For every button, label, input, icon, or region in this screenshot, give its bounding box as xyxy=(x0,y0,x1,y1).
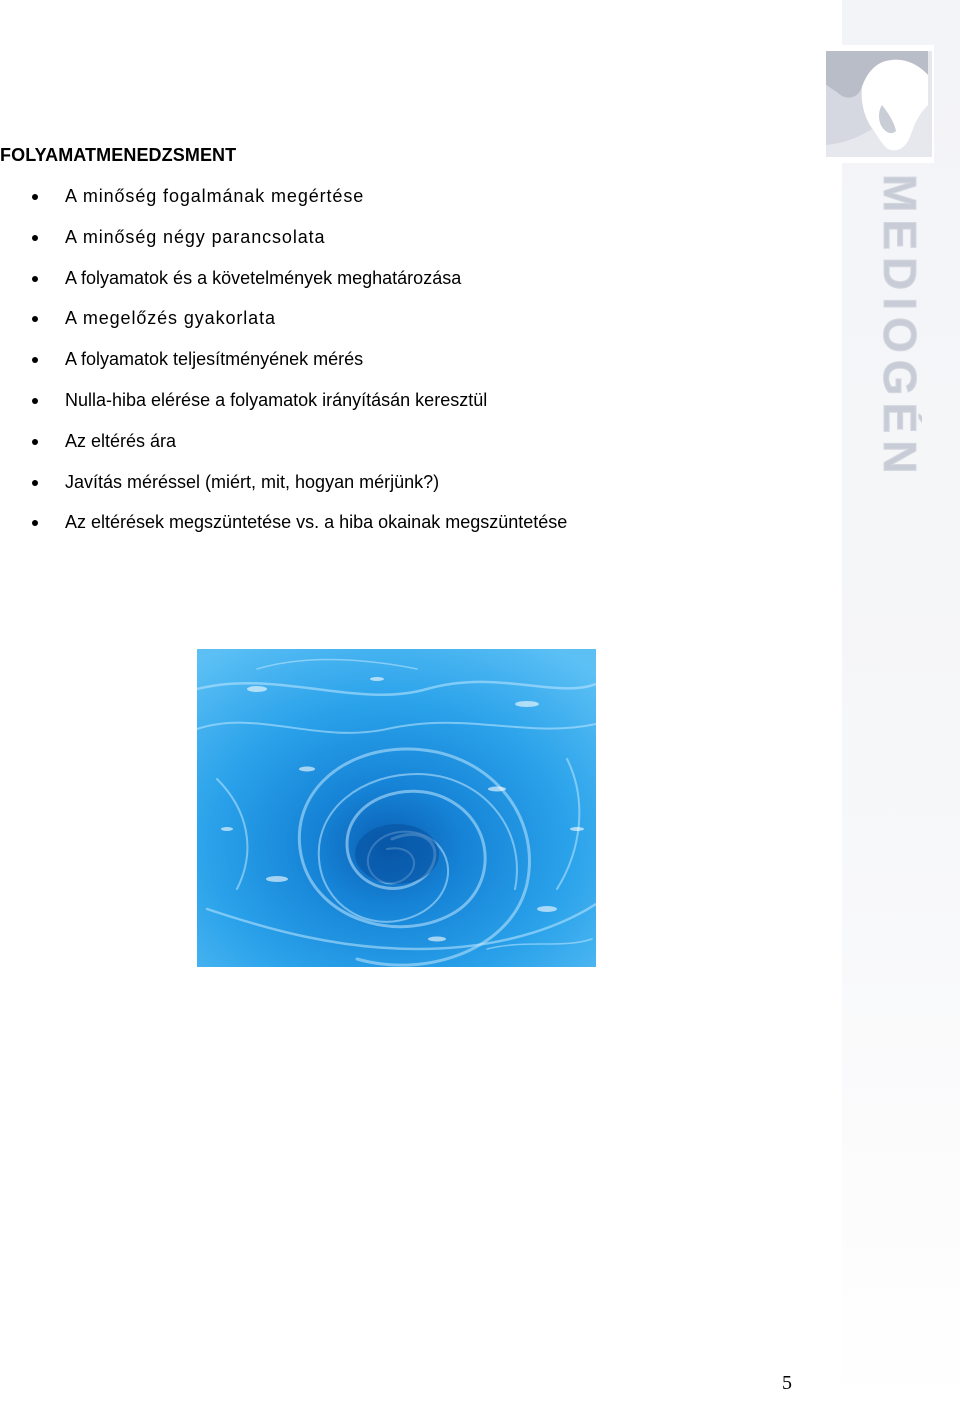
list-item xyxy=(0,430,567,471)
list-item xyxy=(0,267,567,308)
bullet-icon xyxy=(32,520,38,526)
list-item xyxy=(0,185,567,226)
bullet-icon xyxy=(32,276,38,282)
abstract-face-logo-icon xyxy=(822,45,934,163)
list-item-text: A minőség négy parancsolata xyxy=(65,226,326,247)
bullet-icon xyxy=(32,194,38,200)
list-item xyxy=(0,348,567,389)
list-item xyxy=(0,226,567,267)
bullet-icon xyxy=(32,398,38,404)
list-item xyxy=(0,307,567,348)
bullet-icon xyxy=(32,316,38,322)
brand-name: MEDIOGÉN xyxy=(874,174,922,481)
mediogen-logo xyxy=(822,45,934,163)
list-item-text: A folyamatok teljesítményének mérés xyxy=(65,349,364,370)
page-title: FOLYAMATMENEDZSMENT xyxy=(0,145,237,165)
brand-wordmark xyxy=(862,170,922,560)
page-number: 5 xyxy=(782,1372,792,1394)
bullet-icon xyxy=(32,357,38,363)
bullet-icon xyxy=(32,235,38,241)
bullet-icon xyxy=(32,439,38,445)
list-item-text: A megelőzés gyakorlata xyxy=(65,308,276,329)
list-item xyxy=(0,471,567,512)
list-item-text: Nulla-hiba elérése a folyamatok irányításán keresztül xyxy=(65,389,488,410)
water-whirlpool-image xyxy=(197,649,596,967)
list-item-text: Javítás méréssel (miért, mit, hogyan mérjünk?) xyxy=(65,471,440,492)
bullet-icon xyxy=(32,480,38,486)
list-item-text: Az eltérések megszüntetése vs. a hiba okainak megszüntetése xyxy=(65,512,568,533)
list-item xyxy=(0,511,567,552)
list-item-text: Az eltérés ára xyxy=(65,430,177,451)
list-item xyxy=(0,389,567,430)
list-item-text: A folyamatok és a követelmények meghatározása xyxy=(65,267,462,288)
bullet-list xyxy=(0,185,567,552)
list-item-text: A minőség fogalmának megértése xyxy=(65,186,365,206)
